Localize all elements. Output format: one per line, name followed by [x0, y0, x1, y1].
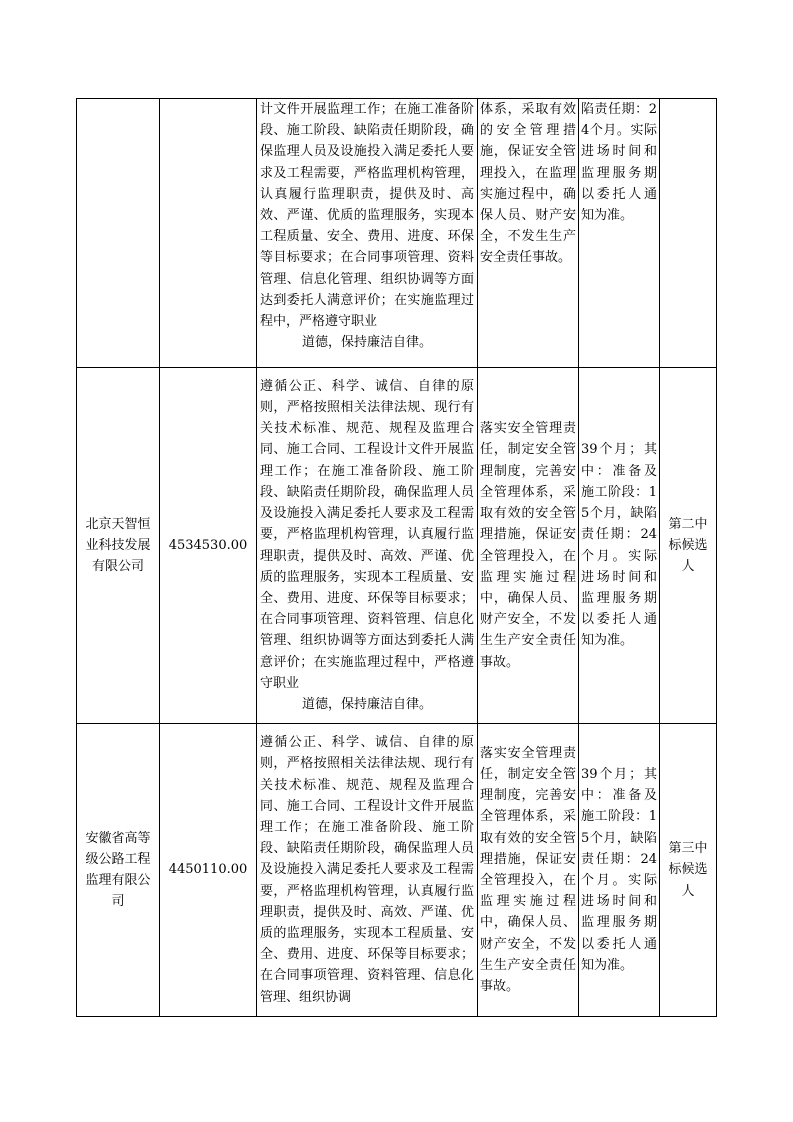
table-row	[77, 368, 717, 724]
supervision-duty-cell	[257, 724, 478, 1017]
company-name-cell: 安徽省高等级公路工程监理有限公司	[77, 724, 160, 1017]
duty-text-last: 道德，保持廉洁自律。	[301, 335, 432, 351]
service-period-cell: 39个月；其中：准备及施工阶段：15个月，缺陷责任期：24个月。实际进场时间和监理服务期以委托人通知为准。	[579, 724, 660, 1017]
company-name-cell	[77, 99, 160, 368]
table-row	[77, 724, 717, 1017]
company-name-cell: 北京天智恒业科技发展有限公司	[77, 368, 160, 724]
duty-text: 遵循公正、科学、诚信、自律的原则，严格按照相关法律法规、现行有关技术标准、规范、规程及监理合同、施工合同、工程设计文件开展监理工作；在施工准备阶段、施工阶段、缺陷责任期阶段，确保监理人员及设施投入满足委托人要求及工程需要，严格监理机构管理，认真履行监理职责，提供及时、高效、严谨、优质的监理服务，实现本工程质量、安全、费用、进度、环保等目标要求；在合同事项管理、资料管理、信息化管理、组织协调	[260, 735, 474, 1005]
bid-price-cell: 4450110.00	[160, 724, 257, 1017]
safety-target-cell: 落实安全管理责任，制定安全管理制度，完善安全管理体系，采取有效的安全管理措施，保证安全管理投入，在监理实施过程中，确保人员、财产安全，不发生生产安全责任事故。	[478, 368, 579, 724]
supervision-duty-cell	[257, 99, 478, 368]
rank-cell: 第三中标候选人	[660, 724, 717, 1017]
service-period-cell: 陷责任期：24个月。实际进场时间和监理服务期以委托人通知为准。	[579, 99, 660, 368]
bid-price-cell: 4534530.00	[160, 368, 257, 724]
duty-text: 遵循公正、科学、诚信、自律的原则，严格按照相关法律法规、现行有关技术标准、规范、规程及监理合同、施工合同、工程设计文件开展监理工作；在施工准备阶段、施工阶段、缺陷责任期阶段，确保监理人员及设施投入满足委托人要求及工程需要，严格监理机构管理，认真履行监理职责，提供及时、高效、严谨、优质的监理服务，实现本工程质量、安全、费用、进度、环保等目标要求；在合同事项管理、资料管理、信息化管理、组织协调等方面达到委托人满意评价；在实施监理过程中，严格遵守职业	[260, 378, 474, 691]
supervision-duty-cell	[257, 368, 478, 724]
safety-target-cell: 落实安全管理责任，制定安全管理制度，完善安全管理体系，采取有效的安全管理措施，保证安全管理投入，在监理实施过程中，确保人员、财产安全，不发生生产安全责任事故。	[478, 724, 579, 1017]
candidate-table	[76, 98, 717, 1017]
table-row	[77, 99, 717, 368]
bid-price-cell	[160, 99, 257, 368]
safety-target-cell: 体系，采取有效的安全管理措施，保证安全管理投入，在监理实施过程中，确保人员、财产安全，不发生生产安全责任事故。	[478, 99, 579, 368]
duty-text-last: 道德，保持廉洁自律。	[301, 696, 432, 712]
rank-cell	[660, 99, 717, 368]
service-period-cell: 39个月；其中：准备及施工阶段：15个月，缺陷责任期：24个月。实际进场时间和监理服务期以委托人通知为准。	[579, 368, 660, 724]
duty-text: 计文件开展监理工作；在施工准备阶段、施工阶段、缺陷责任期阶段，确保监理人员及设施投入满足委托人要求及工程需要，严格监理机构管理，认真履行监理职责，提供及时、高效、严谨、优质的监理服务，实现本工程质量、安全、费用、进度、环保等目标要求；在合同事项管理、资料管理、信息化管理、组织协调等方面达到委托人满意评价；在实施监理过程中，严格遵守职业	[260, 102, 474, 330]
rank-cell: 第二中标候选人	[660, 368, 717, 724]
